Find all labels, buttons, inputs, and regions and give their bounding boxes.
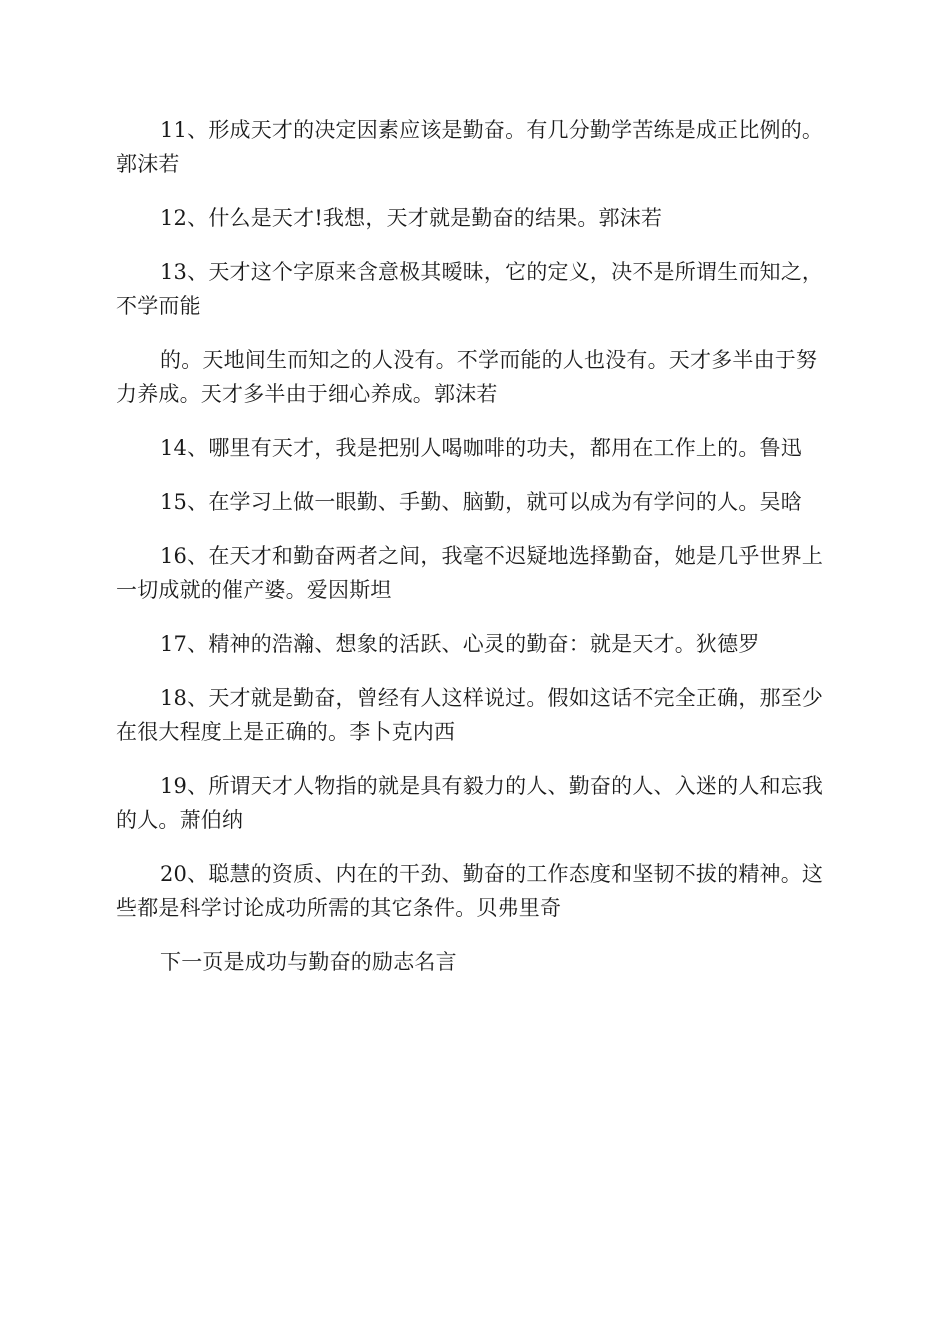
quote-paragraph-12: 12、什么是天才!我想，天才就是勤奋的结果。郭沫若 [160, 206, 663, 230]
quote-paragraph-13: 13、天才这个字原来含意极其暧昧，它的定义，决不是所谓生而知之，不学而能 [116, 260, 824, 318]
quote-paragraph-17: 17、精神的浩瀚、想象的活跃、心灵的勤奋：就是天才。狄德罗 [160, 632, 760, 656]
quote-paragraph-18: 18、天才就是勤奋，曾经有人这样说过。假如这话不完全正确，那至少在很大程度上是正确的。李卜克内西 [116, 686, 824, 744]
quote-paragraph-15: 15、在学习上做一眼勤、手勤、脑勤，就可以成为有学问的人。吴晗 [160, 490, 802, 514]
next-page-note: 下一页是成功与勤奋的励志名言 [160, 950, 457, 974]
document-body [116, 113, 836, 979]
quote-paragraph-20: 20、聪慧的资质、内在的干劲、勤奋的工作态度和坚韧不拔的精神。这些都是科学讨论成功所需的其它条件。贝弗里奇 [116, 862, 824, 920]
quote-paragraph-14: 14、哪里有天才，我是把别人喝咖啡的功夫，都用在工作上的。鲁迅 [160, 436, 802, 460]
quote-paragraph-19: 19、所谓天才人物指的就是具有毅力的人、勤奋的人、入迷的人和忘我的人。萧伯纳 [116, 774, 824, 832]
quote-paragraph-16: 16、在天才和勤奋两者之间，我毫不迟疑地选择勤奋，她是几乎世界上一切成就的催产婆。爱因斯坦 [116, 544, 824, 602]
quote-paragraph-13-continued: 的。天地间生而知之的人没有。不学而能的人也没有。天才多半由于努力养成。天才多半由于细心养成。郭沫若 [116, 348, 818, 406]
quote-paragraph-11: 11、形成天才的决定因素应该是勤奋。有几分勤学苦练是成正比例的。郭沫若 [116, 118, 824, 176]
